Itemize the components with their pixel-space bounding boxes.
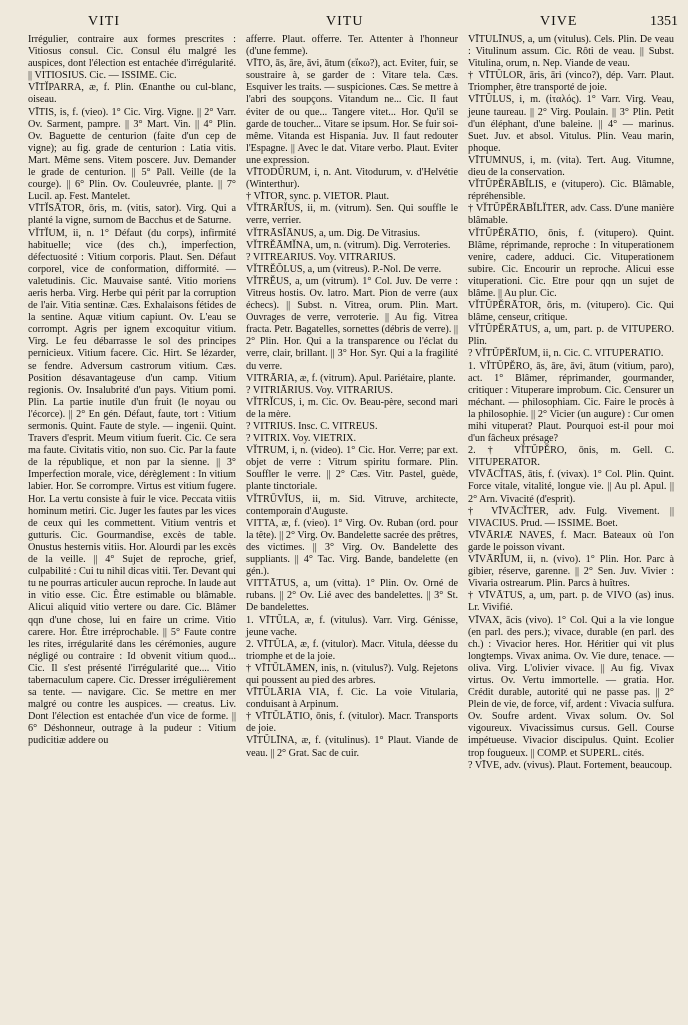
dictionary-entry: VĪVĀCĬTAS, ātis, f. (vivax). 1° Col. Plin. Quint. Force vitale, vitalité, longue vie. || Au pl. Apul. || 2° Arn. Vivacité (d'esprit). xyxy=(468,469,674,505)
dictionary-entry: ? VITRIX. Voy. VIETRIX. xyxy=(246,433,357,445)
dictionary-entry: afferre. Plaut. offerre. Ter. Attenter à l'honneur (d'une femme). xyxy=(246,34,458,58)
dictionary-entry: VĬTĬUM, ii, n. 1° Défaut (du corps), infirmité habituelle; vice (des ch.), imperfection, défectuosité : Vitium corporis. Plaut. Sen. Défaut corporel, vice de conformation, difformité. — valetudinis. Cic. Mauvaise santé. Vitio moriens aeris herba. Virg. Herbe qui périt par la corruption de l'air. Vitia sentinæ. Cæs. Exhalaisons fétides de la sentine. Aquæ vitium capiunt. Ov. L'eau se corrompt. Agris per ignem excoquitur vitium. Virg. Le feu débarrasse le sol des principes pernicieux. Vitium facere. Cic. Hirt. Se lézarder, se fendre. Adversum castrorum vitium. Cæs. Position désavantageuse d'un camp. Vitium regionis. Ov. Insalubrité d'un pays. Vitium pomi. Plin. La partie inutile d'un fruit (le noyau ou l'écorce). || 2° En gén. Défaut, faute, tort : Vitium sermonis. Quint. Faute de style. — ingenii. Quint. Travers d'esprit. Meum vitium fuerit. Cic. Ce sera ma faute. Civitatis vitio, non suo. Cic. Par la faute de la république, et non par la sienne. || 3° Imperfection morale, vice, dérèglement : In vitium labier. Hor. Se corrompre. Virtus est vitium fugere. Hor. La vertu consiste à fuir le vice. Peccata vitiis hominum metiri. Cic. Juger les fautes par les vices de ceux qui les commettent. Vitium ventris et gutturis. Cic. Gourmandise, excès de table. Onustus hesternis vitiis. Hor. Alourdi par les excès de la veille. || 4° Sujet de reproche, grief, culpabilité : Cui tu nihil dicas vitii. Ter. Devant qui tu ne pourras articuler aucun reproche. In laude aut in vitio esse. Cic. Être estimable ou blâmable. Alicui aliquid vitio vertere ou dare. Cic. Blâmer qqn d'une chose, lui en faire un crime. Vitio carere. Hor. Être irréprochable. || 5° Faute contre les rites, irrégularité dans les cérémonies, augure négligé ou contraire : Id obvenit vitium quod... Cic. Il s'est présenté l'irrégularité que.... Vitio tabernaculum capere. Cic. Dresser irrégulièrement sa tente. — navigare. Cic. Se mettre en mer malgré ou contre les auspices. — creatus. Liv. Dont l'élection est entachée d'un vice de forme. || 6° Déshonneur, outrage à la pudeur : Vitium pudicitiæ addere ou xyxy=(28,227,236,747)
dictionary-entry: VĬTRĔĀMĬNA, um, n. (vitrum). Dig. Verroteries. xyxy=(246,239,451,251)
dictionary-entry: ? VITREARIUS. Voy. VITRARIUS. xyxy=(246,251,396,263)
dictionary-entry: ? VĪVE, adv. (vivus). Plaut. Fortement, beaucoup. xyxy=(468,759,672,771)
dictionary-entry: VĬTRĔŎLUS, a, um (vitreus). P.-Nol. De verre. xyxy=(246,263,442,275)
dictionary-entry: 2. VĪTŬLA, æ, f. (vitulor). Macr. Vitula, déesse du triomphe et de la joie. xyxy=(246,638,458,662)
dictionary-entry: VITRĀRIA, æ, f. (vitrum). Apul. Pariétaire, plante. xyxy=(246,372,456,384)
dictionary-entry: VĪTO, ās, āre, āvi, ātum (εἴκω?), act. Eviter, fuir, se soustraire à, se garder de : Vitare tela. Cæs. Esquiver les traits. — suspiciones. Cæs. Se mettre à l'abri des soupçons. Vitandum ne... Cic. Il faut éviter de ou que... Tangere vitet... Hor. Qu'il se garde de toucher... Vitare se ipsum. Hor. Se fuir soi-même. Vitanda est Hispania. Juv. Il faut redouter l'Espagne. || Avec le dat. Vitare verbo. Plaut. Eviter une expression. xyxy=(246,58,458,166)
dictionary-entry: † VĪVĀTUS, a, um, part. p. de VIVO (as) inus. Lr. Vivifié. xyxy=(468,590,674,614)
dictionary-entry: VĪVAX, ācis (vivo). 1° Col. Qui a la vie longue (en parl. des pers.); vivace, durable (en parl. des ch.) : Vivacior heres. Hor. Héritier qui vit plus longtemps. Vivax anima. Ov. Vie dure, tenace. — oliva. Virg. L'olivier vivace. || Au fig. Vivax virtus. Ov. Vertu immortelle. — gratia. Hor. Crédit durable, autorité qui ne passe pas. || 2° Plein de vie, de force, vif, ardent : Vivacia sulfura. Ov. Soufre ardent. Vivax solum. Ov. Sol vigoureux. Vivacissimus cursus. Gell. Course impétueuse. Vivacior discipulus. Quint. Ecolier trop fougueux. || COMP. et SUPERL. cités. xyxy=(468,614,674,759)
right-guide-word: VIVE xyxy=(540,14,578,29)
dictionary-entry: VĪTŬLĪNA, æ, f. (vitulinus). 1° Plaut. Viande de veau. || 2° Grat. Sac de cuir. xyxy=(246,735,458,759)
dictionary-entry: VĬTRĬCUS, i, m. Cic. Ov. Beau-père, second mari de la mère. xyxy=(246,396,458,420)
dictionary-entry: VĪTĬPARRA, æ, f. Plin. Œnanthe ou cul-blanc, oiseau. xyxy=(28,82,236,106)
dictionary-entry: Irrégulier, contraire aux formes prescrites : Vitiosus consul. Cic. Consul élu malgré les auspices, dont l'élection est entachée d'irrégularité. || VITIOSIUS. Cic. — ISSIME. Cic. xyxy=(28,34,236,82)
column-1 xyxy=(28,34,240,1024)
column-3 xyxy=(464,34,678,1024)
dictionary-entry: VITTĀTUS, a, um (vitta). 1° Plin. Ov. Orné de rubans. || 2° Ov. Lié avec des bandelettes. || 3° St. De bandelettes. xyxy=(246,578,458,614)
dictionary-entry: † VĪTŬLĀTIO, ōnis, f. (vitulor). Macr. Transports de joie. xyxy=(246,711,458,735)
dictionary-entry: VĬTRŪVĬUS, ii, m. Sid. Vitruve, architecte, contemporain d'Auguste. xyxy=(246,493,458,517)
dictionary-entry: VĪTĬSĀTOR, ōris, m. (vitis, sator). Virg. Qui a planté la vigne, surnom de Bacchus et de Saturne. xyxy=(28,203,236,227)
left-guide-word: VITI xyxy=(88,14,120,29)
dictionary-entry: VĬTRUM, i, n. (video). 1° Cic. Hor. Verre; par ext. objet de verre : Vitrum spiritu formare. Plin. Souffler le verre. || 2° Cæs. Vitr. Pastel, guède, plante tinctoriale. xyxy=(246,445,458,493)
dictionary-entry: ? VITRIUS. Insc. C. VITREUS. xyxy=(246,421,378,432)
dictionary-entry: VĬTRĀRĬUS, ii, m. (vitrum). Sen. Qui souffle le verre, verrier. xyxy=(246,203,458,227)
dictionary-entry: VĬTRĔUS, a, um (vitrum). 1° Col. Juv. De verre : Vitreus hostis. Ov. latro. Mart. Pion de verre (aux échecs). || Subst. n. Vitrea, orum. Plin. Mart. Ouvrages de verre, verroterie. || Au fig. Vitrea fracta. Petr. Bagatelles, sornettes (débris de verre). || 2° Plin. Hor. Qui a la transparence ou l'éclat du verre, clair, brillant. || 3° Hor. Syr. Qui a la fragilité du verre. xyxy=(246,275,458,372)
dictionary-entry: † VĪTŬLOR, āris, āri (vinco?), dép. Varr. Plaut. Triompher, être transporté de joie. xyxy=(468,70,674,94)
dictionary-entry: VĪVĀRIÆ NAVES, f. Macr. Bateaux où l'on garde le poisson vivant. xyxy=(468,529,674,553)
dictionary-entry: VĪVĀRĬUM, ii, n. (vivo). 1° Plin. Hor. Parc à gibier, réserve, garenne. || 2° Sen. Juv. Vivier : Vivaria ostrearum. Plin. Parcs à huîtres. xyxy=(468,554,674,590)
dictionary-entry: VĬTRĀSĬĀNUS, a, um. Dig. De Vitrasius. xyxy=(246,227,421,239)
dictionary-entry: 1. VĪTŬLA, æ, f. (vitulus). Varr. Virg. Génisse, jeune vache. xyxy=(246,614,458,638)
dictionary-entry: † VĬTŬPĔRĀBĬLĬTER, adv. Cass. D'une manière blâmable. xyxy=(468,203,674,227)
running-header xyxy=(28,14,678,32)
dictionary-entry: VĪTŬLĪNUS, a, um (vitulus). Cels. Plin. De veau : Vitulinum assum. Cic. Rôti de veau. || Subst. Vitulina, orum, n. Nep. Viande de veau. xyxy=(468,34,674,70)
dictionary-entry: 2. † VĬTŬPĔRO, ōnis, m. Gell. C. VITUPERATOR. xyxy=(468,445,674,469)
dictionary-entry: ? VĬTŬPĔRĬUM, ii, n. Cic. C. VITUPERATIO. xyxy=(468,348,664,360)
dictionary-entry: † VĪTOR, sync. p. VIETOR. Plaut. xyxy=(246,191,390,203)
middle-guide-word: VITU xyxy=(326,14,364,29)
dictionary-entry: † VĪTŬLĀMEN, inis, n. (vitulus?). Vulg. Rejetons qui poussent au pied des arbres. xyxy=(246,662,458,686)
text-columns xyxy=(28,34,678,1024)
dictionary-entry: VĪTIS, is, f. (vieo). 1° Cic. Virg. Vigne. || 2° Varr. Ov. Sarment, pampre. || 3° Mart. Vin. || 4° Plin. Ov. Baguette de centurion (faite d'un cep de vigne); au fig. grade de centurion : Latia vitis. Mart. Même sens. Vitem poscere. Juv. Demander le grade de centurion. || 5° Pall. Veille (de la courge). || 6° Plin. Ov. Couleuvrée, plante. || 7° Lucil. ap. Fest. Mantelet. xyxy=(28,106,236,203)
page-number: 1351 xyxy=(650,14,678,29)
dictionary-entry: VĬTŬPĔRĀBĬLIS, e (vitupero). Cic. Blâmable, répréhensible. xyxy=(468,179,674,203)
dictionary-entry: VĬTŬPĔRĀTUS, a, um, part. p. de VITUPERO. Plin. xyxy=(468,324,674,348)
dictionary-entry: † VĪVĀCĬTER, adv. Fulg. Vivement. || VIVACIUS. Prud. — ISSIME. Boet. xyxy=(468,505,674,529)
dictionary-entry: 1. VĬTŬPĔRO, ās, āre, āvi, ātum (vitium, paro), act. 1° Blâmer, réprimander, gourmander, critiquer : Vituperare improbum. Cic. Censurer un méchant. — philosophiam. Cic. Faire le procès à la philosophie. || 2° Vicier (un augure) : Cur omen mihi vituperat? Plaut. Pourquoi est-il pour moi d'un fâcheux présage? xyxy=(468,360,674,445)
dictionary-entry: ? VITRIĀRIUS. Voy. VITRARIUS. xyxy=(246,384,393,396)
dictionary-entry: VITTA, æ, f. (vieo). 1° Virg. Ov. Ruban (ord. pour la tête). || 2° Virg. Ov. Bandelette sacrée des prêtres, des victimes. || 3° Virg. Ov. Bandelette des suppliants. || 4° Tac. Virg. Bande, bandelette (en gén.). xyxy=(246,517,458,578)
dictionary-entry: VĪTŬLUS, i, m. (ἰταλός). 1° Varr. Virg. Veau, jeune taureau. || 2° Virg. Poulain. || 3° Plin. Petit d'un éléphant, d'une baleine. || 4° — marinus. Suet. Juv. et absol. Vitulus. Plin. Veau marin, phoque. xyxy=(468,94,674,154)
dictionary-entry: VĬTŬPĔRĀTIO, ōnis, f. (vitupero). Quint. Blâme, réprimande, reproche : In vituperationem venire, cadere, adduci. Cic. Vituperationem subire. Cic. Encourir un reproche. Alicui esse vituperationi. Cic. Etre pour qqn un sujet de blâme. || Au plur. Cic. xyxy=(468,227,674,299)
dictionary-entry: VĪTŬLĀRIA VIA, f. Cic. La voie Vitularia, conduisant à Arpinum. xyxy=(246,687,458,711)
dictionary-entry: VĪTODŪRUM, i, n. Ant. Vitodurum, v. d'Helvétie (Winterthur). xyxy=(246,167,458,191)
column-2 xyxy=(240,34,464,1024)
dictionary-entry: VĪTUMNUS, i, m. (vita). Tert. Aug. Vitumne, dieu de la conservation. xyxy=(468,154,674,179)
dictionary-entry: VĬTŬPĔRĀTOR, ōris, m. (vitupero). Cic. Qui blâme, censeur, critique. xyxy=(468,300,674,324)
